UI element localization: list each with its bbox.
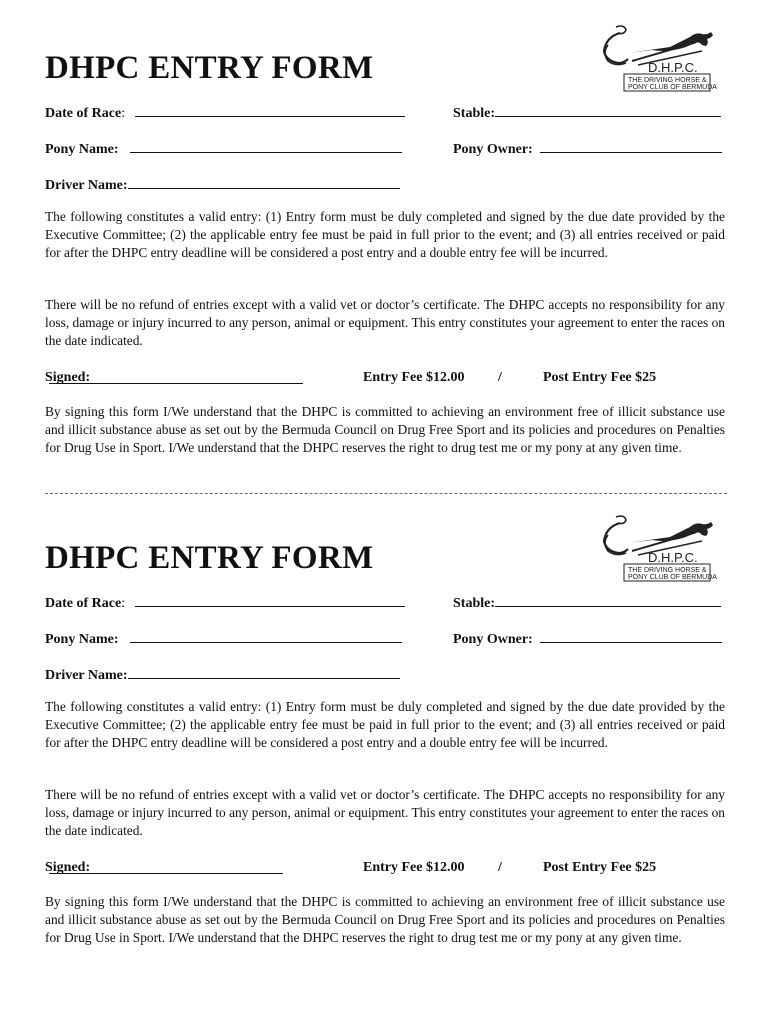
driver-name-input-line[interactable]	[128, 175, 400, 189]
horse-and-sulky-logo-icon	[598, 23, 730, 93]
signature-input-line[interactable]	[49, 370, 303, 384]
dhpc-logo	[598, 513, 730, 583]
logo-name: D.H.P.C.	[648, 60, 698, 75]
cut-line-divider	[45, 493, 727, 494]
logo-line1: THE DRIVING HORSE &	[628, 567, 707, 574]
logo-line1: THE DRIVING HORSE &	[628, 77, 707, 84]
pony-name-field[interactable]	[45, 139, 402, 158]
entry-fee-label: Entry Fee $12.00	[363, 860, 465, 875]
stable-label: Stable:	[453, 596, 495, 611]
pony-name-input-line[interactable]	[130, 139, 402, 153]
valid-entry-paragraph: The following constitutes a valid entry: (1) Entry form must be duly completed and signed by the due date provided by the Executive Committee; (2) the applicable entry fee must be paid in full prior to the event; and (3) all entries received or paid for after the DHPC entry deadline will be considered a post entry and a double entry fee will be incurred.	[45, 209, 725, 260]
signature-row	[45, 370, 725, 388]
date-of-race-label: Date of Race:	[45, 596, 126, 611]
pony-owner-label: Pony Owner:	[453, 632, 533, 647]
refund-paragraph: There will be no refund of entries except with a valid vet or doctor’s certificate. The DHPC accepts no responsibility for any loss, damage or injury incurred to any person, animal or equipment. This entry constitutes your agreement to enter the races on the date indicated.	[45, 297, 725, 348]
date-of-race-input-line[interactable]	[135, 103, 405, 117]
refund-paragraph: There will be no refund of entries except with a valid vet or doctor’s certificate. The DHPC accepts no responsibility for any loss, damage or injury incurred to any person, animal or equipment. This entry constitutes your agreement to enter the races on the date indicated.	[45, 787, 725, 838]
pony-owner-label: Pony Owner:	[453, 142, 533, 157]
form-title: DHPC ENTRY FORM	[45, 540, 374, 576]
date-of-race-input-line[interactable]	[135, 593, 405, 607]
date-of-race-field[interactable]	[45, 103, 405, 122]
post-entry-fee-label: Post Entry Fee $25	[543, 860, 657, 875]
stable-label: Stable:	[453, 106, 495, 121]
signed-label: Signed:	[45, 370, 91, 385]
logo-name: D.H.P.C.	[648, 550, 698, 565]
pony-owner-input-line[interactable]	[540, 629, 722, 643]
pony-name-label: Pony Name:	[45, 142, 119, 157]
stable-input-line[interactable]	[495, 103, 721, 117]
driver-name-field[interactable]	[45, 175, 400, 194]
valid-entry-paragraph: The following constitutes a valid entry: (1) Entry form must be duly completed and signed by the due date provided by the Executive Committee; (2) the applicable entry fee must be paid in full prior to the event; and (3) all entries received or paid for after the DHPC entry deadline will be considered a post entry and a double entry fee will be incurred.	[45, 699, 725, 750]
fee-separator: /	[498, 860, 502, 875]
post-entry-fee-label: Post Entry Fee $25	[543, 370, 657, 385]
signed-label: Signed:	[45, 860, 91, 875]
pony-name-field[interactable]	[45, 629, 402, 648]
driver-name-label: Driver Name:	[45, 178, 128, 193]
driver-name-label: Driver Name:	[45, 668, 128, 683]
stable-field[interactable]	[453, 103, 721, 122]
pony-owner-field[interactable]	[453, 139, 722, 158]
dhpc-logo	[598, 23, 730, 93]
driver-name-input-line[interactable]	[128, 665, 400, 679]
date-of-race-field[interactable]	[45, 593, 405, 612]
pony-owner-input-line[interactable]	[540, 139, 722, 153]
pony-name-label: Pony Name:	[45, 632, 119, 647]
pony-name-input-line[interactable]	[130, 629, 402, 643]
entry-fee-label: Entry Fee $12.00	[363, 370, 465, 385]
pony-owner-field[interactable]	[453, 629, 722, 648]
form-title: DHPC ENTRY FORM	[45, 50, 374, 86]
drug-policy-paragraph: By signing this form I/We understand that the DHPC is committed to achieving an environment free of illicit substance use and illicit substance abuse as set out by the Bermuda Council on Drug Free Sport and its policies and procedures on Penalties for Drug Use in Sport. I/We understand that the DHPC reserves the right to drug test me or my pony at any given time.	[45, 404, 725, 455]
signature-row	[45, 860, 725, 878]
drug-policy-paragraph: By signing this form I/We understand that the DHPC is committed to achieving an environment free of illicit substance use and illicit substance abuse as set out by the Bermuda Council on Drug Free Sport and its policies and procedures on Penalties for Drug Use in Sport. I/We understand that the DHPC reserves the right to drug test me or my pony at any given time.	[45, 894, 725, 945]
driver-name-field[interactable]	[45, 665, 400, 684]
logo-line2: PONY CLUB OF BERMUDA	[628, 574, 717, 581]
logo-line2: PONY CLUB OF BERMUDA	[628, 84, 717, 91]
stable-input-line[interactable]	[495, 593, 721, 607]
horse-and-sulky-logo-icon	[598, 513, 730, 583]
signature-input-line[interactable]	[49, 860, 283, 874]
date-of-race-label: Date of Race:	[45, 106, 126, 121]
stable-field[interactable]	[453, 593, 721, 612]
fee-separator: /	[498, 370, 502, 385]
